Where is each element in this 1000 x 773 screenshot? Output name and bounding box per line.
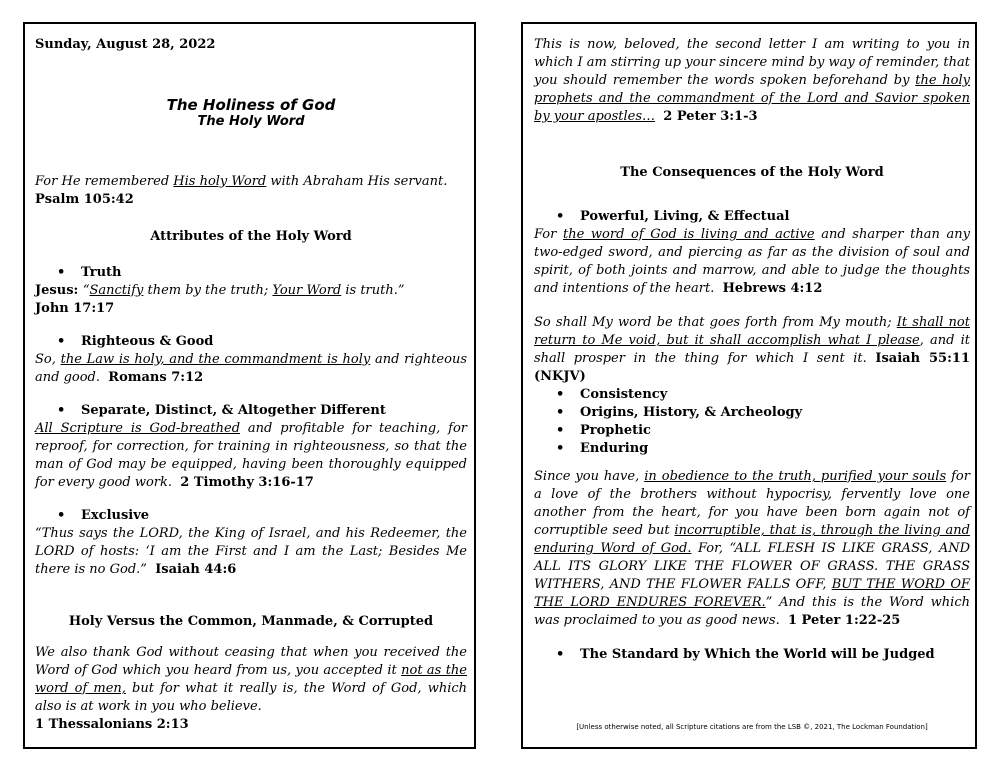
verse-ref: 1 Thessalonians 2:13 — [35, 717, 189, 732]
verse-ref: Hebrews 4:12 — [722, 281, 823, 296]
verse-ref: 2 Timothy 3:16-17 — [180, 475, 314, 490]
section-heading: The Consequences of the Holy Word — [620, 165, 884, 180]
bullet-item: • Righteous & Good — [35, 333, 467, 351]
separate-block: • Separate, Distinct, & Altogether Different All Scripture is God-breathed and profitable for teaching, for reproof, for correction, for training in righteousness, so that the man of God may be equipped, having been thoroughly equipped for every good work. 2 Timothy 3:16-17 — [35, 402, 467, 492]
verse-ref: John 17:17 — [35, 301, 115, 316]
peter1-block: Since you have, in obedience to the truth, purified your souls for a love of the brothers without hypocrisy, fervently love one another from the heart, for you have been born again not of corruptible seed but incorruptible, that is, through the living and enduring Word of God. For, “ALL FLESH IS LIKE GRASS, AND ALL ITS GLORY LIKE THE FLOWER OF GRASS. THE GRASS WITHERS, AND THE FLOWER FALLS OFF, BUT THE WORD OF THE LORD ENDURES FOREVER.” And this is the Word which was proclaimed to you as good news. 1 Peter 1:22-25 — [534, 469, 971, 628]
page-title — [35, 96, 467, 130]
bullet-item: • Separate, Distinct, & Altogether Different — [35, 402, 467, 420]
peter-block: This is now, beloved, the second letter I am writing to you in which I am stirring up your sincere mind by way of reminder, that you should remember the words spoken beforehand by the holy prophets and the commandment of the Lord and Savior spoken by your apostles… 2 Peter 3:1-3 — [534, 37, 971, 124]
footnote: [Unless otherwise noted, all Scripture citations are from the LSB ©, 2021, The Lockman Foundation] — [576, 723, 928, 731]
section-heading: Holy Versus the Common, Manmade, & Corrupted — [68, 614, 434, 629]
bullet-item: • Powerful, Living, & Effectual — [534, 208, 970, 226]
powerful-block: • Powerful, Living, & Effectual For the word of God is living and active and sharper than any two-edged sword, and piercing as far as the division of soul and spirit, of both joints and marrow, and able to judge the thoughts and intentions of the heart. Hebrews 4:12 — [534, 208, 970, 298]
verse-psalm: For He remembered His holy Word with Abraham His servant. Psalm 105:42 — [35, 174, 448, 207]
thess-block: We also thank God without ceasing that when you received the Word of God which you heard from us, you accepted it not as the word of men, but for what it really is, the Word of God, which also is at work in you who believe. 1 Thessalonians 2:13 — [35, 645, 468, 732]
verse-ref: Psalm 105:42 — [35, 192, 134, 207]
truth-block: • Truth Jesus: “Sanctify them by the truth; Your Word is truth.” John 17:17 — [35, 264, 467, 318]
bullet-item: • Truth — [35, 264, 467, 282]
verse-ref: Romans 7:12 — [108, 370, 204, 385]
bullet-item: • Origins, History, & Archeology — [534, 404, 970, 422]
righteous-block: • Righteous & Good So, the Law is holy, and the commandment is holy and righteous and good. Romans 7:12 — [35, 333, 467, 387]
right-panel — [521, 22, 977, 749]
bullet-item: • Exclusive — [35, 507, 467, 525]
verse-ref: Isaiah 55:11 (NKJV) — [534, 351, 970, 384]
title-sub: The Holy Word — [197, 114, 305, 129]
date-line: Sunday, August 28, 2022 — [35, 37, 216, 52]
verse-ref: 2 Peter 3:1-3 — [663, 109, 758, 124]
bullet-list — [534, 386, 970, 458]
standard-block — [534, 646, 970, 664]
title-main: The Holiness of God — [166, 96, 336, 114]
verse-ref: Isaiah 44:6 — [155, 562, 237, 577]
exclusive-block: • Exclusive “Thus says the LORD, the King of Israel, and his Redeemer, the LORD of hosts: ‘I am the First and I am the Last; Besides Me there is no God.” Isaiah 44:6 — [35, 507, 467, 579]
verse-ref: 1 Peter 1:22-25 — [787, 613, 901, 628]
section-heading: Attributes of the Holy Word — [150, 229, 352, 244]
bullet-item: • The Standard by Which the World will be Judged — [534, 646, 970, 664]
bullet-item: • Enduring — [534, 440, 970, 458]
isaiah-block: So shall My word be that goes forth from My mouth; It shall not return to Me void, but it shall accomplish what I please, and it shall prosper in the thing for which I sent it. Isaiah 55:11 (NKJV) — [534, 315, 970, 384]
left-panel — [23, 22, 476, 749]
bullet-item: • Prophetic — [534, 422, 970, 440]
bullet-item: • Consistency — [534, 386, 970, 404]
